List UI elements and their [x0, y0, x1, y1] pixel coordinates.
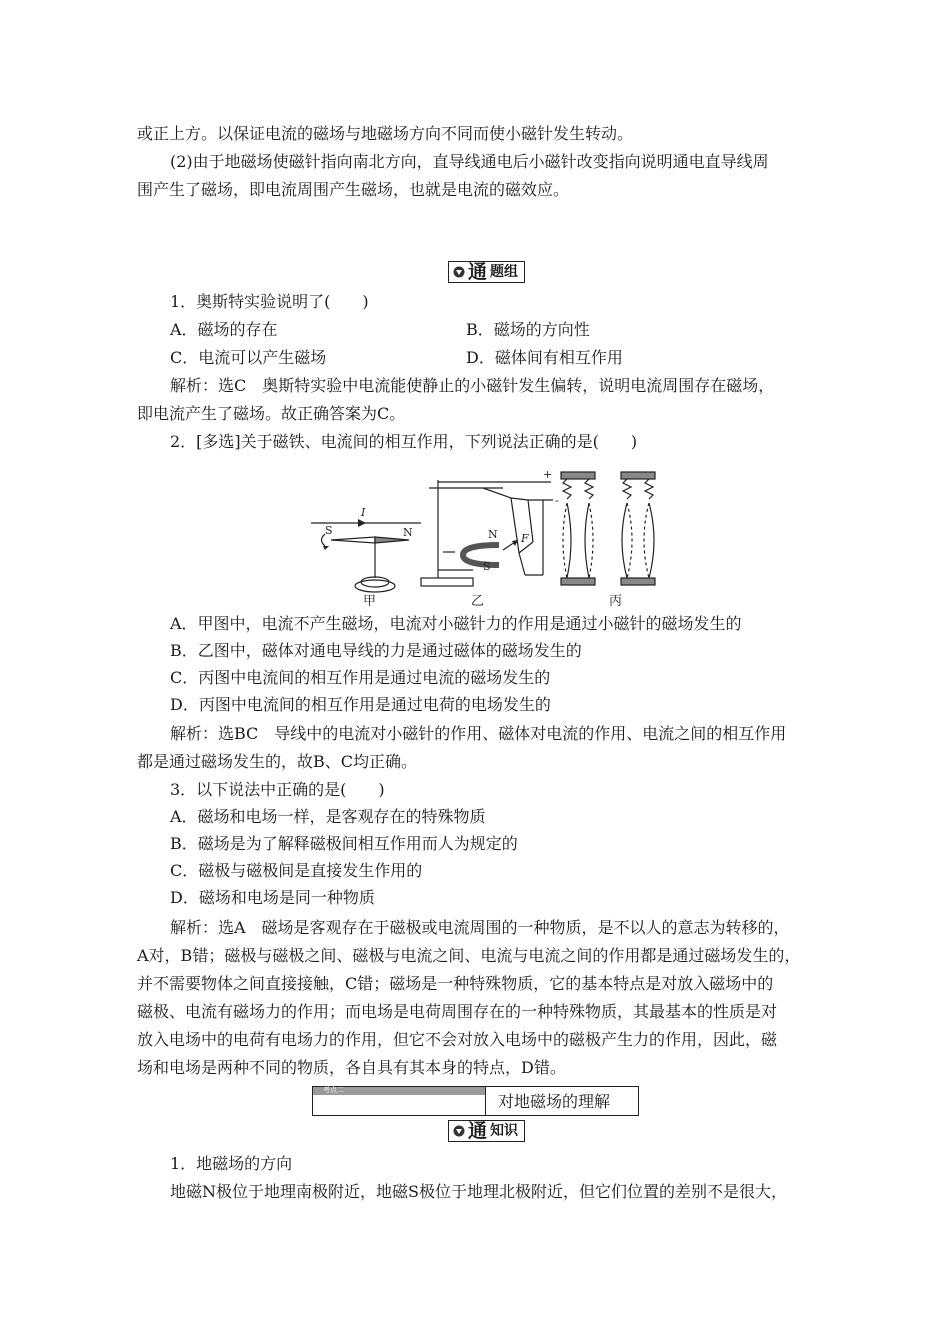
q1-option-d: D．磁体间有相互作用 [466, 348, 623, 367]
label-F: F [521, 532, 529, 545]
q1-analysis-2: 即电流产生了磁场。故正确答案为C。 [137, 404, 406, 423]
q2-stem: 2．[多选]关于磁铁、电流间的相互作用，下列说法正确的是( ) [170, 432, 638, 451]
q3-analysis-6: 场和电场是两种不同的物质，各自具有其本身的特点，D错。 [137, 1058, 566, 1077]
kaodian-title: 对地磁场的理解 [498, 1092, 611, 1111]
label-S-jia: S [325, 524, 333, 537]
q1-stem: 1．奥斯特实验说明了( ) [170, 292, 369, 311]
q3-option-c: C．磁极与磁极间是直接发生作用的 [170, 861, 423, 880]
label-N-jia: N [403, 526, 413, 539]
knowledge-heading: 1．地磁场的方向 [170, 1154, 293, 1173]
q3-analysis-3: 并不需要物体之间直接接触，C错；磁场是一种特殊物质，它的基本特点是对放入磁场中的 [137, 974, 774, 993]
kaodian-tag: 考点二 [323, 1086, 344, 1094]
badge-tong: 通 [468, 261, 488, 283]
label-I: I [361, 506, 366, 519]
badge-label: 知识 [490, 1123, 519, 1139]
label-bing: 丙 [609, 594, 623, 609]
knowledge-paragraph: 地磁N极位于地理南极附近，地磁S极位于地理北极附近，但它们位置的差别不是很大， [170, 1182, 787, 1201]
label-yi: 乙 [471, 594, 485, 609]
q2-option-c: C．丙图中电流间的相互作用是通过电流的磁场发生的 [170, 668, 551, 687]
experiment-diagram [303, 460, 663, 610]
q1-analysis-1: 解析：选C 奥斯特实验中电流能使静止的小磁针发生偏转，说明电流周围存在磁场， [170, 376, 775, 395]
label-plus: + [543, 468, 553, 481]
q1-option-a: A．磁场的存在 [170, 320, 278, 339]
section-badge-zhishi [448, 1120, 525, 1142]
badge-tong: 通 [468, 1120, 488, 1142]
label-minus: - [555, 494, 559, 507]
q2-figure [303, 460, 663, 610]
down-triangle-icon [453, 266, 465, 278]
q2-analysis-2: 都是通过磁场发生的，故B、C均正确。 [137, 752, 418, 771]
q3-option-d: D．磁场和电场是同一种物质 [170, 888, 375, 907]
q3-analysis-5: 放入电场中的电荷有电场力的作用，但它不会对放入电场中的磁极产生力的作用，因此，磁 [137, 1030, 778, 1049]
q2-option-a: A．甲图中，电流不产生磁场，电流对小磁针力的作用是通过小磁针的磁场发生的 [170, 614, 742, 633]
q3-analysis-1: 解析：选A 磁场是客观存在于磁极或电流周围的一种物质，是不以人的意志为转移的， [170, 918, 790, 937]
q3-analysis-2: A对，B错；磁极与磁极之间、磁极与电流之间、电流与电流之间的作用都是通过磁场发生的， [137, 946, 801, 965]
badge-label: 题组 [490, 264, 519, 280]
q3-stem: 3．以下说法中正确的是( ) [170, 780, 385, 799]
label-jia: 甲 [363, 594, 377, 609]
q2-analysis-1: 解析：选BC 导线中的电流对小磁针的作用、磁体对电流的作用、电流之间的相互作用 [170, 724, 787, 743]
intro-line-1: 或正上方。以保证电流的磁场与地磁场方向不同而使小磁针发生转动。 [137, 124, 634, 143]
kaodian-tag-box [313, 1087, 486, 1115]
q2-option-d: D．丙图中电流间的相互作用是通过电荷的电场发生的 [170, 695, 551, 714]
intro-line-2: (2)由于地磁场使磁针指向南北方向，直导线通电后小磁针改变指向说明通电直导线周 [170, 152, 769, 171]
label-N-yi: N [488, 528, 498, 541]
q3-analysis-4: 磁极、电流有磁场力的作用；而电场是电荷周围存在的一种特殊物质，其最基本的性质是对 [137, 1002, 778, 1021]
intro-line-3: 围产生了磁场，即电流周围产生磁场，也就是电流的磁效应。 [137, 180, 570, 199]
kaodian-header [312, 1086, 639, 1116]
q1-option-c: C．电流可以产生磁场 [170, 348, 327, 367]
q3-option-b: B．磁场是为了解释磁极间相互作用而人为规定的 [170, 834, 518, 853]
down-triangle-icon [453, 1125, 465, 1137]
label-S-yi: S [483, 560, 491, 573]
section-badge-tiku [448, 261, 525, 283]
q2-option-b: B．乙图中，磁体对通电导线的力是通过磁体的磁场发生的 [170, 641, 582, 660]
q1-option-b: B．磁场的方向性 [466, 320, 590, 339]
q3-option-a: A．磁场和电场一样，是客观存在的特殊物质 [170, 807, 486, 826]
